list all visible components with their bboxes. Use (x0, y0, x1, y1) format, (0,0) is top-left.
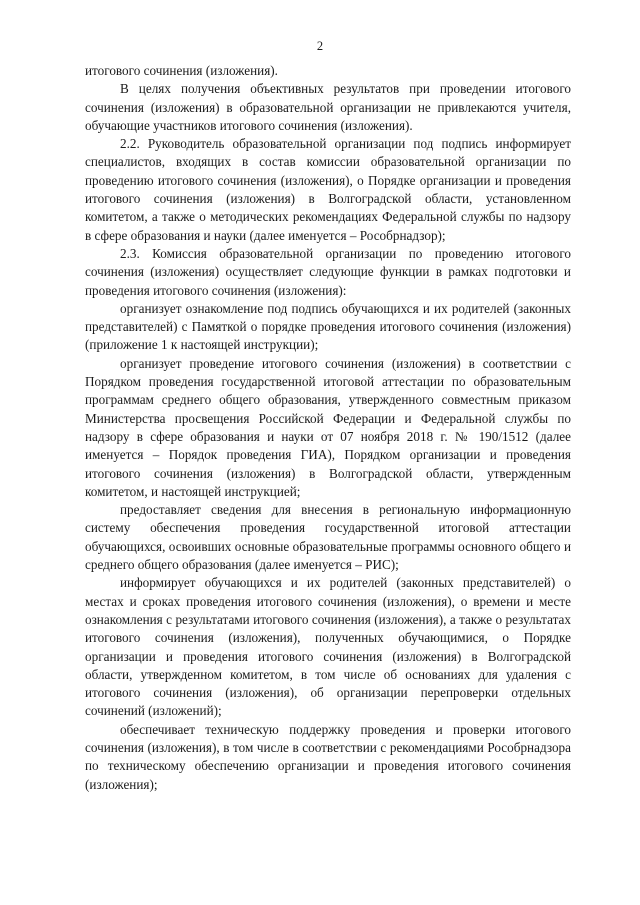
paragraph-continuation: итогового сочинения (изложения). (85, 63, 278, 78)
paragraph-technical-support: обеспечивает техническую поддержку проведения и проверки итогового сочинения (изложения), в том числе в соответствии с рекомендациями Рособрнадзора по техническому обеспечению организации и проведения итогового сочинения (изложения); (85, 721, 571, 792)
document-body (85, 62, 571, 794)
paragraph-2-2-head-informs: 2.2. Руководитель образовательной организации под подпись информирует специалистов, входящих в состав комиссии образовательной организации по проведению итогового сочинения (изложения), о Порядке организации и проведения итогового сочинения (изложения) в Волгоградской области, установленном комитетом, а также о методических рекомендациях Федеральной службы по надзору в сфере образования и науки (далее именуется – Рособрнадзор); (85, 136, 571, 243)
paragraph-objective-results: В целях получения объективных результатов при проведении итогового сочинения (изложения) в образовательной организации не привлекаются учителя, обучающие участников итогового сочинения (изложения). (85, 81, 571, 133)
paragraph-organizes-familiarization: организует ознакомление под подпись обучающихся и их родителей (законных представителей) с Памяткой о порядке проведения итогового сочинения (изложения) (приложение 1 к настоящей инструкции); (85, 300, 571, 353)
page-number: 2 (316, 39, 324, 53)
paragraph-organizes-conduct: организует проведение итогового сочинения (изложения) в соответствии с Порядком проведения государственной итоговой аттестации по образовательным программам среднего общего образования, утвержденного совместным приказом Министерства просвещения Российской Федерации и Федеральной службы по надзору в сфере образования и науки от 07 ноября 2018 г. № 190/1512 (далее именуется – Порядок проведения ГИА), Порядком организации и проведения итогового сочинения (изложения) в Волгоградской области, утвержденным комитетом, и настоящей инструкцией; (85, 355, 571, 499)
paragraph-informs-students: информирует обучающихся и их родителей (законных представителей) о местах и сроках проведения итогового сочинения (изложения), о времени и месте ознакомления с результатами итогового сочинения (изложения), а также о результатах итогового сочинения (изложения), полученных обучающимися, о Порядке организации и проведения итогового сочинения (изложения) в Волгоградской области, утвержденном комитетом, в том числе об основаниях для удаления с итогового сочинения (изложения), об организации перепроверки отдельных сочинений (изложений); (85, 575, 571, 719)
paragraph-provides-ris-data: предоставляет сведения для внесения в региональную информационную систему обеспечения проведения государственной итоговой аттестации обучающихся, освоивших основные образовательные программы основного общего и среднего общего образования (далее именуется – РИС); (85, 502, 571, 573)
paragraph-2-3-commission-functions: 2.3. Комиссия образовательной организации по проведению итогового сочинения (изложения) осуществляет следующие функции в рамках подготовки и проведения итогового сочинения (изложения): (85, 245, 571, 298)
